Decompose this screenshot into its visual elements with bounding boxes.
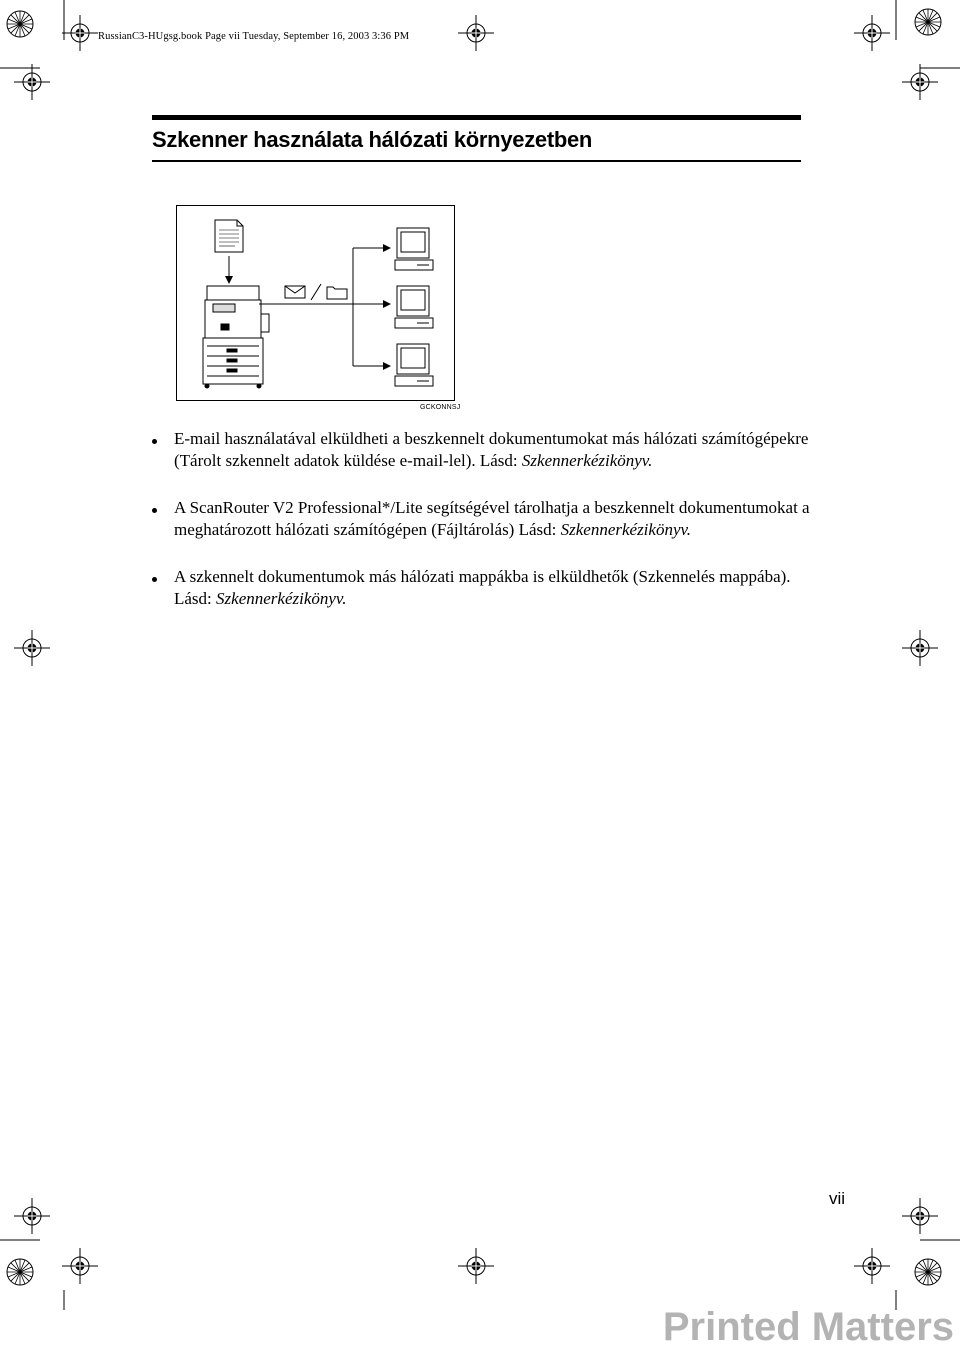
title-top-rule <box>152 115 801 120</box>
title-bottom-rule <box>152 160 801 162</box>
document-icon <box>215 220 243 252</box>
page-title: Szkenner használata hálózati környezetben <box>152 127 593 152</box>
computer-icon <box>395 228 433 270</box>
list-item <box>152 497 812 540</box>
bullet-icon <box>152 508 157 513</box>
computer-icon <box>395 344 433 386</box>
copier-scanner-icon <box>203 286 269 388</box>
manual-reference: Szkennerkézikönyv <box>216 588 343 608</box>
envelope-icon <box>285 286 305 298</box>
bullet-text: A ScanRouter V2 Professional*/Lite segítségével tárolhatja a beszkennelt dokumentumokat a meghatározott hálózati számítógépen (Fájltárolás) Lásd: <box>174 498 810 539</box>
computer-icon <box>395 286 433 328</box>
book-header-info: RussianC3-HUgsg.book Page vii Tuesday, September 16, 2003 3:36 PM <box>98 31 410 42</box>
bullet-text: E-mail használatával elküldheti a beszkennelt dokumentumokat más hálózati számítógépekre (Tárolt szkennelt adatok küldése e-mail-lel). Lásd: <box>174 429 809 470</box>
bullet-icon <box>152 439 157 444</box>
list-item <box>152 566 812 609</box>
list-item <box>152 428 812 471</box>
bullet-end: . <box>342 588 347 608</box>
network-scan-figure <box>176 205 455 401</box>
network-diagram <box>177 206 454 400</box>
folder-icon <box>327 287 347 299</box>
watermark-text: Printed Matters <box>662 1305 954 1349</box>
bullet-end: . <box>686 519 692 539</box>
manual-reference: Szkennerkézikönyv <box>560 519 687 539</box>
bullet-end: . <box>648 450 653 470</box>
figure-code: GCKONNSJ <box>420 404 461 411</box>
bullet-text: A szkennelt dokumentumok más hálózati mappákba is elküldhetők (Szkennelés mappába). Lásd: <box>174 567 791 608</box>
manual-reference: Szkennerkézikönyv <box>521 450 649 470</box>
page-number: vii <box>829 1189 846 1208</box>
bullet-icon <box>152 577 157 582</box>
